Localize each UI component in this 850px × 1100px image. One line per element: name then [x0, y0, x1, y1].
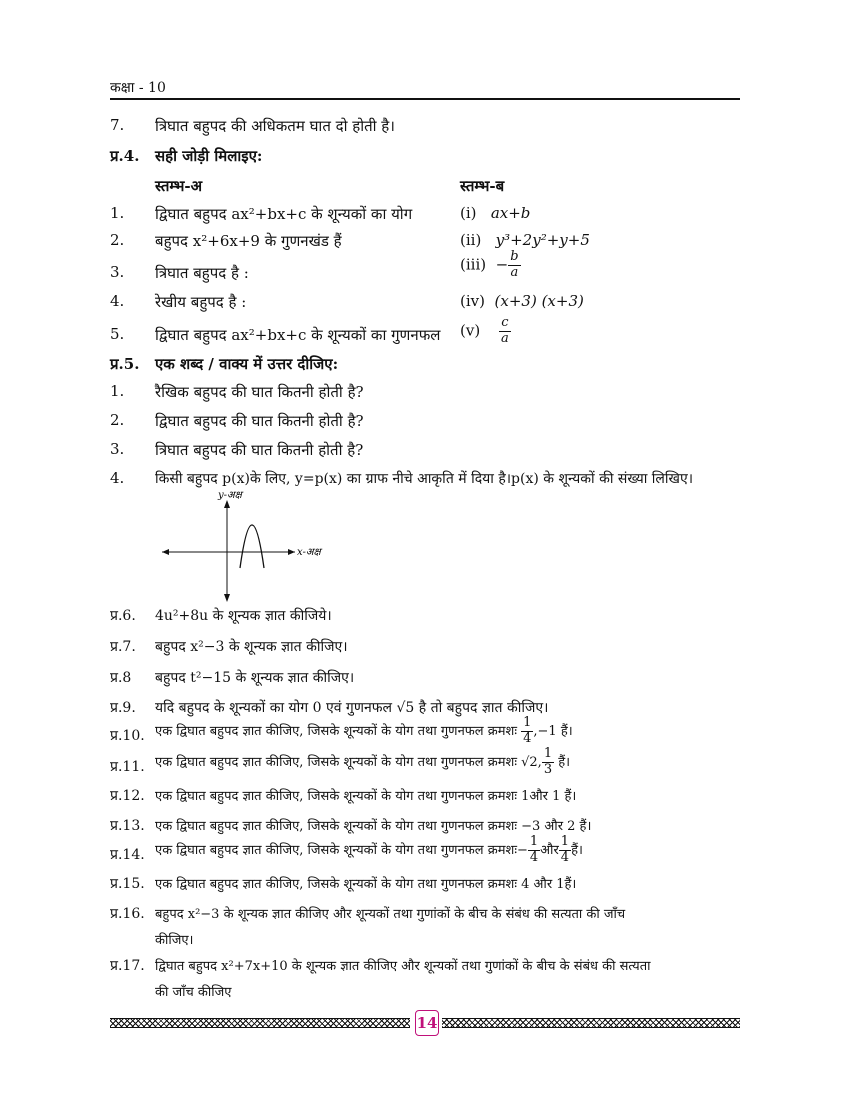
question-text: द्विघात बहुपद x²+7x+10 के शून्यक ज्ञात कीजिए और शून्यकों तथा गुणांकों के बीच के संबंध की सत्यता [155, 959, 651, 974]
question-number: प्र.17. [110, 958, 145, 974]
fraction-denominator: 4 [523, 730, 532, 746]
question-number: प्र.5. [110, 355, 140, 373]
question-number: प्र.16. [110, 906, 145, 922]
question-text: एक द्विघात बहुपद ज्ञात कीजिए, जिसके शून्यकों के योग तथा गुणनफल क्रमशः 4 और 1हैं। [155, 877, 577, 892]
column-a-title: स्तम्भ-अ [155, 177, 203, 195]
parabola-curve [240, 525, 264, 568]
item-number: 2. [110, 231, 125, 249]
item-number: 4. [110, 469, 125, 487]
match-b-option [460, 204, 530, 222]
fraction [499, 316, 510, 347]
column-b-title: स्तम्भ-ब [460, 177, 505, 195]
question-line [155, 835, 583, 866]
question-text: एक द्विघात बहुपद ज्ञात कीजिए, जिसके शून्यकों के योग तथा गुणनफल क्रमशः −3 और 2 हैं। [155, 819, 592, 834]
fraction-denominator: 4 [560, 849, 570, 865]
question-text: कीजिए। [155, 933, 194, 948]
minus-sign: − [495, 255, 509, 274]
match-b-option [460, 250, 521, 281]
item-number: 4. [110, 292, 125, 310]
fraction-numerator: 1 [543, 746, 553, 761]
fraction-denominator: 3 [543, 761, 553, 777]
y-axis-arrow-down [224, 594, 230, 602]
question-number: प्र.10. [110, 728, 145, 744]
question-text: बहुपद t²−15 के शून्यक ज्ञात कीजिए। [155, 670, 355, 686]
option-value: (x+3) (x+3) [494, 292, 584, 310]
match-a-text: बहुपद x²+6x+9 के गुणनखंड हैं [155, 232, 342, 250]
parabola-graph [160, 490, 360, 602]
item-number: 3. [110, 440, 125, 458]
question-number: प्र.8 [110, 670, 132, 686]
fraction-denominator: a [510, 264, 519, 280]
fraction [542, 747, 554, 778]
fraction-numerator: 1 [560, 834, 570, 849]
question-number: प्र.12. [110, 788, 145, 804]
fraction-numerator: 1 [529, 834, 539, 849]
question-text: एक द्विघात बहुपद ज्ञात कीजिए, जिसके शून्यकों के योग तथा गुणनफल क्रमशः √2, [155, 754, 542, 770]
question-number: प्र.9. [110, 700, 136, 716]
page-number: 14 [415, 1010, 439, 1036]
question-text: एक द्विघात बहुपद ज्ञात कीजिए, जिसके शून्यकों के योग तथा गुणनफल क्रमशः 1और 1 हैं। [155, 789, 577, 804]
option-key: (iii) [460, 255, 487, 274]
question-number: प्र.11. [110, 759, 145, 775]
question-text: बहुपद x²−3 के शून्यक ज्ञात कीजिए और शून्यकों तथा गुणांकों के बीच के संबंध की सत्यता की जाँच [155, 907, 626, 922]
item-number: 3. [110, 263, 125, 281]
section-title: एक शब्द / वाक्य में उत्तर दीजिए: [155, 355, 339, 373]
x-axis-arrow-right [288, 549, 295, 555]
fraction-denominator: a [501, 330, 509, 346]
question-text: एक द्विघात बहुपद ज्ञात कीजिए, जिसके शून्यकों के योग तथा गुणनफल क्रमशः [155, 723, 517, 739]
question-number: प्र.6. [110, 608, 136, 624]
question-tail: हैं। [571, 842, 583, 858]
y-axis-arrow-up [224, 500, 230, 508]
question-number: प्र.15. [110, 876, 145, 892]
match-b-option [460, 316, 511, 347]
question-text: बहुपद x²−3 के शून्यक ज्ञात कीजिए। [155, 639, 348, 655]
match-b-option [460, 292, 584, 310]
question-text: एक द्विघात बहुपद ज्ञात कीजिए, जिसके शून्यकों के योग तथा गुणनफल क्रमशः− [155, 842, 528, 858]
option-value: ax+b [490, 204, 531, 222]
option-value: y³+2y²+y+5 [495, 231, 590, 249]
item-number: 1. [110, 382, 125, 400]
item-number: 2. [110, 411, 125, 429]
item-number: 5. [110, 325, 125, 343]
question-text: त्रिघात बहुपद की घात कितनी होती है? [155, 441, 364, 459]
question-text: त्रिघात बहुपद की अधिकतम घात दो होती है। [155, 117, 395, 135]
match-a-text: त्रिघात बहुपद है : [155, 264, 249, 282]
match-b-option [460, 231, 590, 249]
option-key: (ii) [460, 231, 482, 249]
question-text: द्विघात बहुपद की घात कितनी होती है? [155, 412, 364, 430]
fraction [508, 250, 520, 281]
fraction-denominator: 4 [529, 849, 539, 865]
footer-border-right [442, 1018, 740, 1028]
fraction-numerator: b [510, 249, 519, 264]
question-number: प्र.14. [110, 847, 145, 863]
question-text: रैखिक बहुपद की घात कितनी होती है? [155, 383, 364, 401]
question-text: 4u²+8u के शून्यक ज्ञात कीजिये। [155, 608, 332, 624]
match-a-text: द्विघात बहुपद ax²+bx+c के शून्यकों का गुणनफल [155, 326, 441, 344]
fraction [559, 835, 571, 866]
question-tail: ,−1 हैं। [533, 723, 573, 739]
question-number: प्र.7. [110, 639, 136, 655]
y-axis-label: y-अक्ष [218, 490, 242, 501]
question-text: किसी बहुपद p(x)के लिए, y=p(x) का ग्राफ नीचे आकृति में दिया है।p(x) के शून्यकों की संख्या लिखिए। [155, 471, 694, 487]
x-axis-label: x-अक्ष [297, 547, 321, 558]
question-line [155, 716, 573, 747]
question-line [155, 747, 570, 778]
match-a-text: द्विघात बहुपद ax²+bx+c के शून्यकों का योग [155, 205, 413, 223]
question-number: प्र.13. [110, 818, 145, 834]
question-mid: और [540, 842, 559, 858]
match-a-text: रेखीय बहुपद है : [155, 293, 247, 311]
item-number: 1. [110, 204, 125, 222]
fraction [528, 835, 540, 866]
question-tail: हैं। [554, 754, 571, 770]
question-number: प्र.4. [110, 147, 140, 165]
question-text: की जाँच कीजिए [155, 985, 232, 1000]
footer-border-left [110, 1018, 410, 1028]
item-number: 7. [110, 116, 125, 134]
question-text: यदि बहुपद के शून्यकों का योग 0 एवं गुणनफल √5 है तो बहुपद ज्ञात कीजिए। [155, 700, 549, 716]
fraction [521, 716, 533, 747]
option-key: (iv) [460, 292, 485, 310]
option-key: (v) [460, 321, 481, 340]
page-footer [110, 1012, 740, 1032]
class-header: कक्षा - 10 [110, 80, 166, 96]
fraction-numerator: c [501, 315, 509, 330]
header-rule [110, 98, 740, 100]
x-axis-arrow-left [162, 549, 169, 555]
option-key: (i) [460, 204, 477, 222]
section-title: सही जोड़ी मिलाइए: [155, 147, 263, 165]
fraction-numerator: 1 [523, 715, 532, 730]
